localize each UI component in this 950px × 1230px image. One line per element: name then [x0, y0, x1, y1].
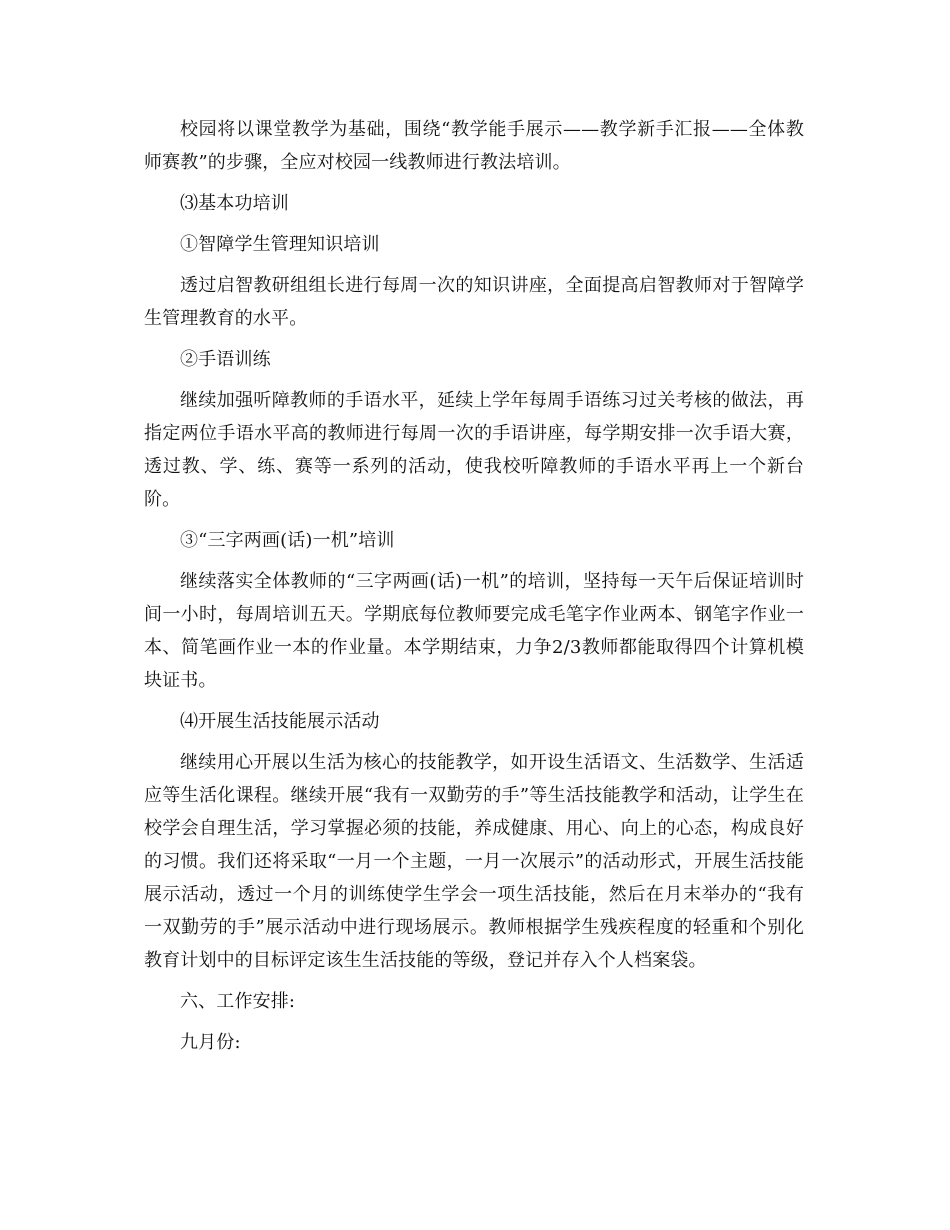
- heading-management-knowledge-training: ①智障学生管理知识培训: [180, 234, 380, 255]
- paragraph-management-knowledge: 透过启智教研组组长进行每周一次的知识讲座，全面提高启智教师对于智障学生管理教育的水平。: [144, 275, 804, 329]
- paragraph-life-skills: 继续用心开展以生活为核心的技能教学，如开设生活语文、生活数学、生活适应等生活化课程。继续开展“我有一双勤劳的手”等生活技能教学和活动，让学生在校学会自理生活，学习掌握必须的技能，养成健康、用心、向上的心态，构成良好的习惯。我们还将采取“一月一个主题，一月一次展示”的活动形式，开展生活技能展示活动，透过一个月的训练使学生学会一项生活技能，然后在月末举办的“我有一双勤劳的手”展示活动中进行现场展示。教师根据学生残疾程度的轻重和个别化教育计划中的目标评定该生生活技能的等级，登记并存入个人档案袋。: [144, 752, 804, 971]
- heading-work-schedule: 六、工作安排:: [180, 991, 296, 1012]
- heading-life-skills-activity: ⑷开展生活技能展示活动: [180, 711, 380, 732]
- paragraph-sign-language: 继续加强听障教师的手语水平，延续上学年每周手语练习过关考核的做法，再指定两位手语水平高的教师进行每周一次的手语讲座，每学期安排一次手语大赛，透过教、学、练、赛等一系列的活动，使我校听障教师的手语水平再上一个新台阶。: [144, 390, 804, 510]
- document-body: [144, 113, 804, 1067]
- heading-three-skills-training: ③“三字两画(话)一机”培训: [180, 530, 395, 551]
- paragraph-teaching-method-training: 校园将以课堂教学为基础，围绕“教学能手展示——教学新手汇报——全体教师赛教”的步骤，全应对校园一线教师进行教法培训。: [144, 119, 804, 173]
- heading-september: 九月份:: [180, 1032, 241, 1053]
- paragraph-three-skills: 继续落实全体教师的“三字两画(话)一机”的培训，坚持每一天午后保证培训时间一小时，每周培训五天。学期底每位教师要完成毛笔字作业两本、钢笔字作业一本、简笔画作业一本的作业量。本学期结束，力争2/3教师都能取得四个计算机模块证书。: [144, 571, 804, 691]
- heading-basic-skills-training: ⑶基本功培训: [180, 193, 289, 214]
- heading-sign-language-training: ②手语训练: [180, 349, 271, 370]
